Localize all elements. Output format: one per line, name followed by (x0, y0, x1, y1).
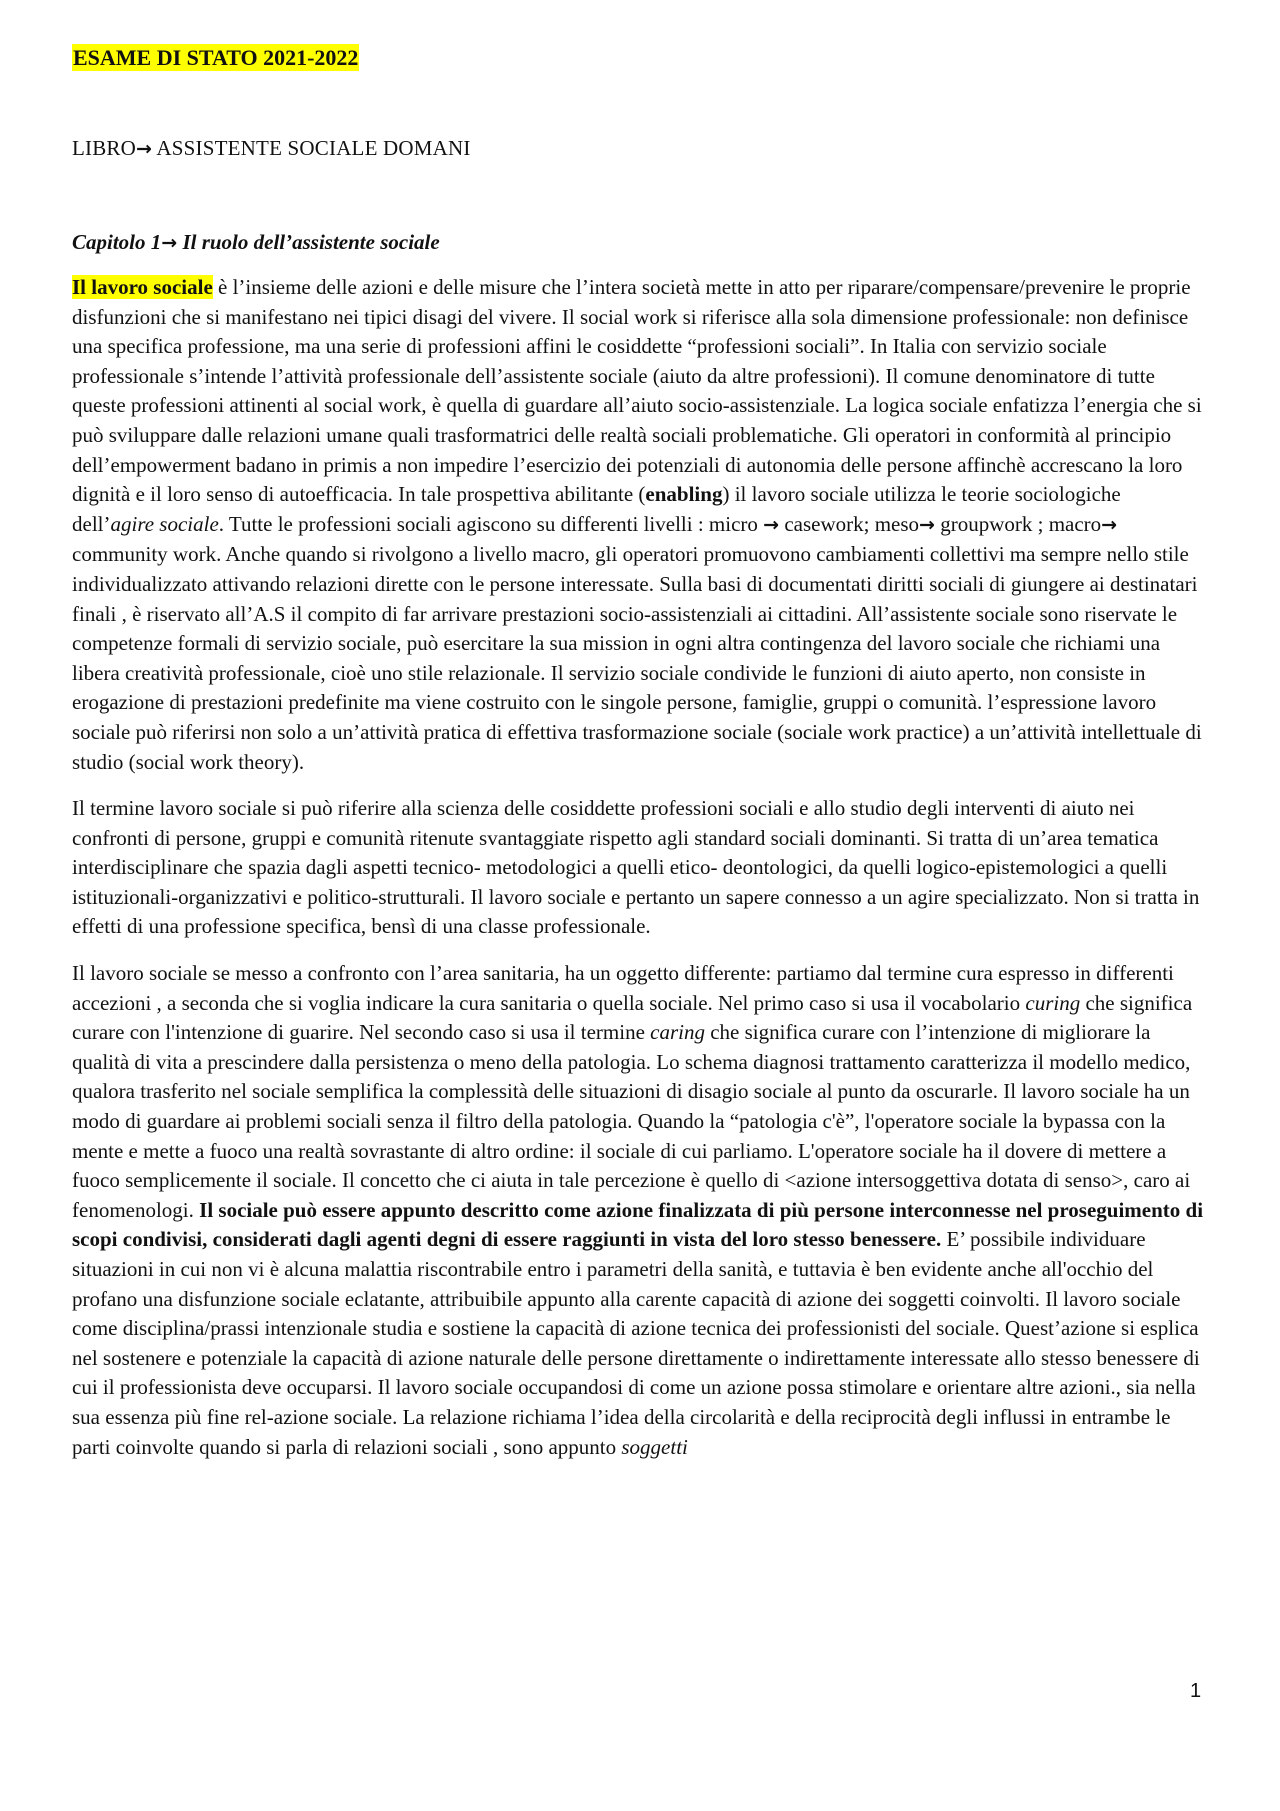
paragraph-text: ) il lavoro sociale utilizza le teorie sociologiche dell’ (72, 482, 1121, 536)
page-number: 1 (1190, 1680, 1202, 1702)
paragraph-text: community work. Anche quando si rivolgono a livello macro, gli operatori promuovono cambiamenti collettivi ma sempre nello stile individualizzato attivando relazioni dirette con le persone interessate. Sulla basi di documentati diritti sociali di giungere ai destinatari finali , è riservato all’A.S il compito di far arrivare prestazioni socio-assistenziali ai cittadini. All’assistente sociale sono riservate le competenze formali di servizio sociale, può esercitare la sua mission in ogni altra contingenza del lavoro sociale che richiami una libera creatività professionale, cioè uno stile relazionale. Il servizio sociale condivide le funzioni di aiuto aperto, non consiste in erogazione di prestazioni predefinite ma viene costruito con le singole persone, famiglie, gruppi o comunità. l’espressione lavoro sociale può riferirsi non solo a un’attività pratica di effettiva trasformazione sociale (sociale work practice) a un’attività intellettuale di studio (social work theory). (72, 542, 1202, 774)
paragraph-3 (72, 959, 1206, 1462)
book-line (72, 135, 1206, 163)
right-arrow-icon: → (919, 513, 935, 536)
paragraph-text: Il lavoro sociale se messo a confronto con l’area sanitaria, ha un oggetto differente: partiamo dal termine cura espresso in differenti accezioni , a seconda che si voglia indicare la cura sanitaria o quella sociale. Nel primo caso si usa il vocabolario (72, 961, 1174, 1015)
paragraph-text: è l’insieme delle azioni e delle misure che l’intera società mette in atto per riparare/compensare/prevenire le proprie disfunzioni che si manifestano nei tipici disagi del vivere. Il social work si riferisce alla sola dimensione professionale: non definisce una specifica professione, ma una serie di professioni affini le cosiddette “professioni sociali”. In Italia con servizio sociale professionale s’intende l’attività professionale dell’assistente sociale (aiuto da altre professioni). Il comune denominatore di tutte queste professioni attinenti al social work, è quella di guardare all’aiuto socio-assistenziale. La logica sociale enfatizza l’energia che si può sviluppare dalle relazioni umane quali trasformatrici delle realtà sociali problematiche. Gli operatori in conformità al principio dell’empowerment badano in primis a non impedire l’esercizio dei potenziali di autonomia delle persone affinchè accrescano la loro dignità e il loro senso di autoefficacia. In tale prospettiva abilitante ( (72, 275, 1202, 507)
page-content (72, 44, 1206, 1462)
paragraph-text: casework; meso (779, 511, 920, 536)
right-arrow-icon: → (161, 232, 178, 254)
chapter-prefix: Capitolo 1 (72, 230, 162, 254)
bold-sentence: Il sociale può essere appunto descritto come azione finalizzata di più persone interconnesse nel proseguimento di scopi condivisi, considerati dagli agenti degni di essere raggiunti in vista del loro stesso benessere. (72, 1197, 1204, 1252)
exam-title: ESAME DI STATO 2021-2022 (73, 45, 359, 70)
highlighted-term: Il lavoro sociale (72, 275, 213, 299)
paragraph-text: groupwork ; macro (934, 511, 1102, 536)
bold-term: enabling (645, 482, 723, 507)
book-title: ASSISTENTE SOCIALE DOMANI (156, 136, 471, 160)
italic-term: curing (1025, 990, 1081, 1015)
italic-term: caring (650, 1020, 705, 1045)
right-arrow-icon: → (1101, 513, 1118, 536)
paragraph-2: Il termine lavoro sociale si può riferire alla scienza delle cosiddette professioni sociali e allo studio degli interventi di aiuto nei confronti di persone, gruppi e comunità ritenute svantaggiate rispetto agli standard sociali dominanti. Si tratta di un’area tematica interdisciplinare che spazia dagli aspetti tecnico- metodologici a quelli etico- deontologici, da quelli logico-epistemologici a quelli istituzionali-organizzativi e politico-strutturali. Il lavoro sociale e pertanto un sapere connesso a un agire specializzato. Non si tratta in effetti di una professione specifica, bensì di una classe professionale. (72, 796, 1200, 939)
italic-term: agire sociale (110, 511, 219, 536)
paragraph-text: che significa curare con l'intenzione di guarire. Nel secondo caso si usa il termine (72, 990, 1193, 1045)
chapter-heading (72, 229, 1206, 257)
italic-term: soggetti (621, 1434, 688, 1459)
right-arrow-icon: → (136, 138, 153, 160)
exam-title-line (72, 44, 1206, 71)
book-prefix: LIBRO (72, 136, 136, 160)
right-arrow-icon: → (763, 513, 780, 536)
paragraph-text: che significa curare con l’intenzione di migliorare la qualità di vita a prescindere dalla persistenza o meno della patologia. Lo schema diagnosi trattamento caratterizza il modello medico, qualora trasferito nel sociale semplifica la complessità delle situazioni di disagio sociale al punto da oscurarle. Il lavoro sociale ha un modo di guardare ai problemi sociali senza il filtro della patologia. Quando la “patologia c'è”, l'operatore sociale la bypassa con la mente e mette a fuoco una realtà sovrastante di altro ordine: il sociale di cui parliamo. L'operatore sociale ha il dovere di mettere a fuoco semplicemente il sociale. Il concetto che ci aiuta in tale percezione è quello di <azione intersoggettiva dotata di senso>, caro ai fenomenologi. (72, 1020, 1191, 1222)
paragraph-1 (72, 273, 1206, 777)
paragraph-text: . Tutte le professioni sociali agiscono su differenti livelli : micro (218, 511, 764, 536)
paragraph-text: E’ possibile individuare situazioni in cui non vi è alcuna malattia riscontrabile entro i parametri della sanità, e tuttavia è ben evidente anche all'occhio del profano una disfunzione sociale eclatante, attribuibile appunto alla carente capacità di azione dei soggetti coinvolti. Il lavoro sociale come disciplina/prassi intenzionale studia e sostiene la capacità di azione tecnica dei professionisti del sociale. Quest’azione si esplica nel sostenere e potenziale la capacità di azione naturale delle persone direttamente o indirettamente interessate allo stesso benessere di cui il professionista deve occuparsi. Il lavoro sociale occupandosi di come un azione possa stimolare e orientare altre azioni., sia nella sua essenza più fine rel-azione sociale. La relazione richiama l’idea della circolarità e della reciprocità degli influssi in entrambe le parti coinvolte quando si parla di relazioni sociali , sono appunto (72, 1227, 1200, 1459)
chapter-title: Il ruolo dell’assistente sociale (177, 230, 440, 254)
